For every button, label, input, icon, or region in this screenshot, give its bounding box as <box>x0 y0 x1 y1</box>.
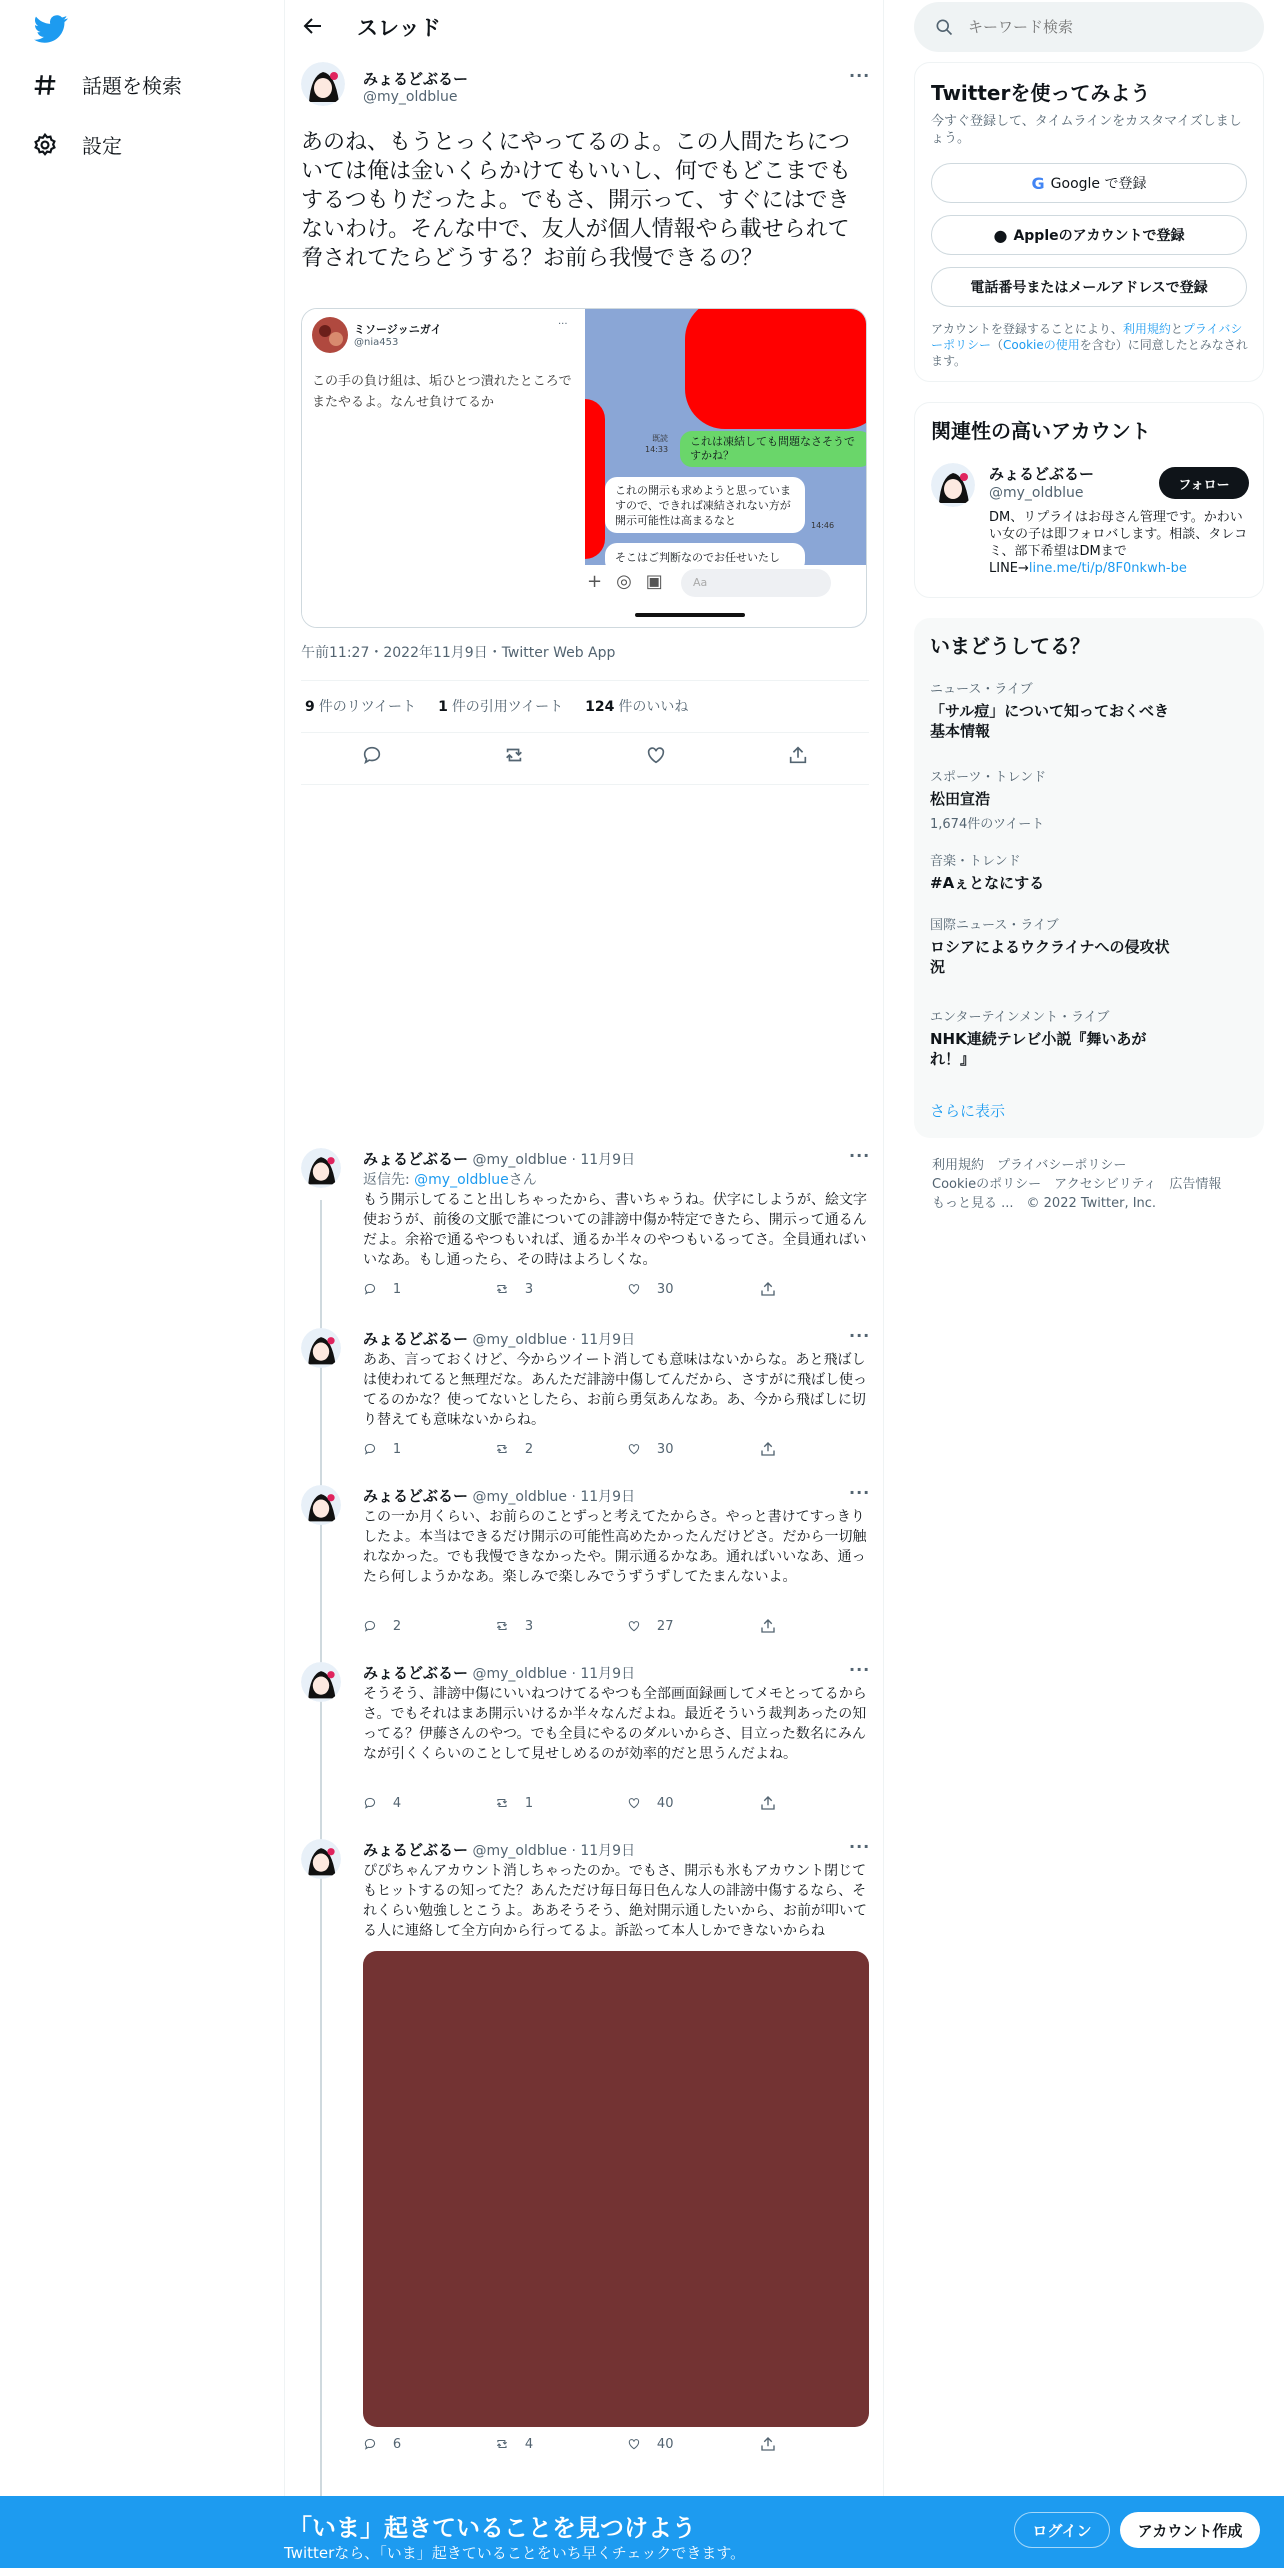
divider <box>301 732 869 733</box>
retweet-button[interactable]: 3 <box>495 1280 627 1298</box>
reply-action-bar <box>363 1617 793 1635</box>
related-accounts-panel <box>914 402 1264 598</box>
follow-button[interactable]: フォロー <box>1159 467 1249 499</box>
signup-title: Twitterを使ってみよう <box>931 81 1151 105</box>
avatar[interactable] <box>301 1662 341 1702</box>
retweet-count[interactable]: 9 件のリツイート <box>305 699 417 715</box>
more-icon[interactable]: ··· <box>849 1483 871 1502</box>
tweet-stats <box>305 696 688 716</box>
trend-item[interactable] <box>930 1006 1250 1069</box>
chat-screenshot-image <box>585 309 867 628</box>
chat-bubble-green: これは凍結しても問題なさそうですかね？ <box>680 431 867 467</box>
tweet-date[interactable]: 11月9日 <box>580 1489 636 1505</box>
share-icon <box>759 1440 777 1458</box>
retweet-icon[interactable] <box>503 744 525 766</box>
tweet-date[interactable]: 11月9日 <box>580 1152 636 1168</box>
search-input[interactable] <box>968 14 1248 40</box>
privacy-link[interactable]: プライバシーポリシー <box>931 322 1243 352</box>
retweet-icon <box>495 1794 509 1812</box>
reply-icon <box>363 2435 377 2453</box>
reply-button[interactable]: 6 <box>363 2435 495 2453</box>
like-button[interactable]: 40 <box>627 2435 759 2453</box>
prompt-subtitle: Twitterなら、「いま」起きていることをいち早くチェックできます。 <box>284 2544 746 2562</box>
author-handle[interactable]: @my_oldblue <box>363 89 458 105</box>
reply-icon <box>363 1617 377 1635</box>
trend-item[interactable] <box>930 766 1250 832</box>
signup-panel <box>914 62 1264 382</box>
left-nav <box>0 0 284 2568</box>
related-name[interactable]: みょるどぶるー <box>989 465 1095 483</box>
share-button[interactable] <box>759 1617 777 1635</box>
signup-button[interactable]: アカウント作成 <box>1120 2512 1260 2548</box>
tweet-date[interactable]: 11月9日 <box>580 1843 636 1859</box>
author-name[interactable]: みょるどぶるー <box>363 1664 469 1682</box>
prompt-title: 「いま」起きていることを見つけよう <box>288 2514 696 2542</box>
retweet-button[interactable]: 1 <box>495 1794 627 1812</box>
author-handle[interactable]: @my_oldblue <box>472 1489 567 1505</box>
reply-text: ぴぴちゃんアカウント消しちゃったのか。でもさ、開示も氷もアカウント閉じてもヒットするの知ってた？あんただけ毎日毎日色んな人の誹謗中傷するなら、それくらい勉強しとこうよ。ああそうそう、絶対開示通したいから、お前が叩いてる人に連絡して全方向から行ってるよ。訴訟って本人しかできないからね <box>363 1863 867 1939</box>
embedded-name: ミソージッニガイ <box>354 323 442 336</box>
reply-icon[interactable] <box>361 744 383 766</box>
trend-title: 松田宣浩 <box>930 790 991 808</box>
back-arrow-icon[interactable] <box>301 14 325 38</box>
share-button[interactable] <box>759 1440 777 1458</box>
trend-count: 1,674件のツイート <box>930 817 1045 832</box>
redaction-block <box>685 309 867 429</box>
search-box[interactable] <box>914 2 1264 52</box>
author-name[interactable]: みょるどぶるー <box>363 1487 469 1505</box>
reply-button[interactable]: 1 <box>363 1440 495 1458</box>
page-title: スレッド <box>357 16 441 40</box>
tweet-action-bar <box>301 744 869 766</box>
share-icon <box>759 1617 777 1635</box>
trend-category: スポーツ・トレンド <box>930 770 1047 785</box>
author-handle[interactable]: @my_oldblue <box>472 1666 567 1682</box>
like-count[interactable]: 124 件のいいね <box>585 699 689 715</box>
signup-sub: 今すぐ登録して、タイムラインをカスタマイズしましょう。 <box>931 114 1242 146</box>
trend-category: 国際ニュース・ライブ <box>930 918 1059 933</box>
like-icon <box>627 1440 641 1458</box>
reply-text: ああ、言っておくけど、今からツイート消しても意味はないからな。あと飛ばしは使われてると無理だな。あんただ誹謗中傷してんだから、さすがに飛ばし使ってるのかな？使ってないとしたら、お前ら勇気あんなあ。あ、今から飛ばしに切り替えても意味ないからね。 <box>363 1352 867 1428</box>
terms-link[interactable]: 利用規約 <box>1122 322 1171 336</box>
chat-time: 14:46 <box>811 521 835 530</box>
footer-line[interactable]: Cookieのポリシー アクセシビリティ 広告情報 <box>932 1177 1222 1192</box>
reply-header: みょるどぶるー @my_oldblue · 11月9日 <box>363 1664 636 1682</box>
avatar[interactable] <box>301 1148 341 1188</box>
nav-explore[interactable] <box>32 70 182 99</box>
show-more-link[interactable]: さらに表示 <box>930 1102 1006 1120</box>
like-button[interactable]: 40 <box>627 1794 759 1812</box>
author-name[interactable]: みょるどぶるー <box>363 70 469 88</box>
reply-to-link[interactable]: @my_oldblue <box>414 1172 509 1188</box>
avatar[interactable] <box>931 463 975 507</box>
reply-icon <box>363 1794 377 1812</box>
embedded-avatar <box>312 317 348 353</box>
like-icon <box>627 2435 641 2453</box>
avatar[interactable] <box>301 1328 341 1368</box>
share-button[interactable] <box>759 2435 777 2453</box>
reply-media-image[interactable] <box>363 1951 869 2427</box>
footer-line[interactable]: 利用規約 プライバシーポリシー <box>932 1158 1127 1173</box>
trend-category: エンターテインメント・ライブ <box>930 1010 1110 1025</box>
reply-button[interactable]: 4 <box>363 1794 495 1812</box>
nav-settings[interactable] <box>32 130 122 159</box>
share-icon[interactable] <box>787 744 809 766</box>
share-icon <box>759 1794 777 1812</box>
share-icon <box>759 2435 777 2453</box>
reply-icon <box>363 1440 377 1458</box>
divider <box>301 784 869 785</box>
related-title: 関連性の高いアカウント <box>931 419 1151 443</box>
like-button[interactable]: 30 <box>627 1440 759 1458</box>
phone-signup-button[interactable]: 電話番号またはメールアドレスで登録 <box>931 267 1247 307</box>
nav-explore-label: 話題を検索 <box>82 74 182 98</box>
login-prompt-bar <box>0 2496 1284 2568</box>
author-name[interactable]: みょるどぶるー <box>363 1330 469 1348</box>
retweet-button[interactable]: 3 <box>495 1617 627 1635</box>
embedded-handle: @nia453 <box>354 337 399 348</box>
author-handle[interactable]: @my_oldblue <box>472 1332 567 1348</box>
author-handle[interactable]: @my_oldblue <box>472 1152 567 1168</box>
related-handle[interactable]: @my_oldblue <box>989 485 1084 501</box>
retweet-button[interactable]: 4 <box>495 2435 627 2453</box>
trends-title: いまどうしてる？ <box>930 634 1090 658</box>
reply-icon <box>363 1280 377 1298</box>
embedded-tweet-image <box>302 309 585 628</box>
author-name[interactable]: みょるどぶるー <box>363 1841 469 1859</box>
thread-header <box>285 0 885 53</box>
avatar[interactable] <box>301 1839 341 1879</box>
trend-title: #Aぇとなにする <box>930 874 1045 892</box>
trend-category: ニュース・ライブ <box>930 682 1033 697</box>
like-icon[interactable] <box>645 744 667 766</box>
trend-title: 「サル痘」について知っておくべき基本情報 <box>930 702 1169 740</box>
chat-input-icons: +◎▣ <box>587 571 677 592</box>
chat-bubble-white: これの開示も求めようと思っていますので、できれば凍結されない方が開示可能性は高まるなと <box>605 477 805 533</box>
reply-action-bar <box>363 1280 793 1298</box>
chat-bubble-white: そこはご判断なのでお任せいたし <box>605 543 805 573</box>
thread-column <box>284 0 884 2568</box>
share-button[interactable] <box>759 1280 777 1298</box>
hashtag-icon <box>32 72 58 98</box>
chat-read-time: 既読 14:33 <box>645 434 669 454</box>
avatar[interactable] <box>301 62 345 106</box>
reply-button[interactable]: 2 <box>363 1617 495 1635</box>
reply-text: もう開示してること出しちゃったから、書いちゃうね。伏字にしようが、絵文字使おうが、前後の文脈で誰についての誹謗中傷か特定できたら、開示って通るんだよ。余裕で通るやつもいれば、通るか半々のやつもいるってさ。全員通ればいいなあ。もし通ったら、その時はよろしくな。 <box>363 1192 867 1268</box>
like-icon <box>627 1280 641 1298</box>
share-icon <box>759 1280 777 1298</box>
divider <box>301 680 869 681</box>
like-button[interactable]: 30 <box>627 1280 759 1298</box>
reply-action-bar <box>363 2435 793 2453</box>
more-icon[interactable]: ··· <box>849 1326 871 1345</box>
gear-icon <box>32 132 58 158</box>
like-button[interactable]: 27 <box>627 1617 759 1635</box>
login-button[interactable]: ログイン <box>1014 2512 1110 2548</box>
trend-item[interactable] <box>930 914 1250 977</box>
retweet-button[interactable]: 2 <box>495 1440 627 1458</box>
like-icon <box>627 1617 641 1635</box>
reply-to-line: 返信先: @my_oldblueさん <box>363 1172 537 1188</box>
trend-item[interactable] <box>930 850 1250 893</box>
tweet-text: あのね、もうとっくにやってるのよ。この人間たちについては俺は金いくらかけてもいいし、何でもどこまでもするつもりだったよ。でもさ、開示って、すぐにはできないわけ。そんな中で、友人が個人情報やら載せられて脅されてたらどうする？お前ら我慢できるの？ <box>301 130 852 271</box>
more-icon[interactable]: ··· <box>849 1660 871 1679</box>
tweet-media-screenshot[interactable] <box>301 308 867 628</box>
chat-input: Aa <box>681 569 831 597</box>
reply-header: みょるどぶるー @my_oldblue · 11月9日 <box>363 1487 636 1505</box>
more-icon[interactable]: ··· <box>849 1837 871 1856</box>
retweet-icon <box>495 1440 509 1458</box>
nav-settings-label: 設定 <box>82 134 122 158</box>
search-icon <box>934 17 954 37</box>
trend-category: 音楽・トレンド <box>930 854 1021 869</box>
reply-text: この一か月くらい、お前らのことずっと考えてたからさ。やっと書けてすっきりしたよ。本当はできるだけ開示の可能性高めたかったんだけどさ。だから一切触れなかった。でも我慢できなかったや。開示通るかなあ。通ればいいなあ、通ったら何しようかなあ。楽しみで楽しみでうずうずしてたまんないよ。 <box>363 1509 867 1585</box>
reply-action-bar <box>363 1440 793 1458</box>
related-bio: DM、リプライはお母さん管理です。かわいい女の子は即フォロバします。相談、タレコミ、部下希望はDMまでLINE→line.me/ti/p/8F0nkwh-be <box>989 510 1248 576</box>
reply-text: そうそう、誹謗中傷にいいねつけてるやつも全部画面録画してメモとってるからさ。でもそれはまあ開示いけるか半々なんだよね。最近そういう裁判あったの知ってる？伊藤さんのやつ。でも全員にやるのダルいからさ、目立った数名にみんなが引くくらいのことして見せしめるのが効率的だと思うんだよね。 <box>363 1686 867 1762</box>
footer-line[interactable]: もっと見る ... © 2022 Twitter, Inc. <box>932 1196 1157 1211</box>
more-icon[interactable]: ··· <box>849 1146 871 1165</box>
trends-panel <box>914 618 1264 1138</box>
bio-link[interactable]: line.me/ti/p/8F0nkwh-be <box>1028 561 1187 576</box>
apple-signup-button[interactable]: ● Appleのアカウントで登録 <box>931 215 1247 255</box>
tweet-date[interactable]: 11月9日 <box>580 1666 636 1682</box>
like-icon <box>627 1794 641 1812</box>
embedded-more-icon: ··· <box>558 319 568 330</box>
trend-title: ロシアによるウクライナへの侵攻状況 <box>930 938 1170 976</box>
trend-title: NHK連続テレビ小説『舞いあがれ！』 <box>930 1030 1147 1068</box>
apple-icon: ● <box>993 225 1008 245</box>
embedded-text: この手の負け組は、垢ひとつ潰れたところでまたやるよ。なんせ負けてるか <box>312 374 572 410</box>
retweet-icon <box>495 1280 509 1298</box>
reply-header: みょるどぶるー @my_oldblue · 11月9日 <box>363 1330 636 1348</box>
footer-links <box>932 1156 1221 1213</box>
home-indicator <box>635 613 745 617</box>
cookie-link[interactable]: Cookieの使用 <box>1003 338 1080 352</box>
tweet-timestamp[interactable]: 午前11:27・2022年11月9日・Twitter Web App <box>301 645 616 661</box>
more-icon[interactable]: ··· <box>849 66 871 85</box>
share-button[interactable] <box>759 1794 777 1812</box>
google-signup-button[interactable]: G Google で登録 <box>931 163 1247 203</box>
chat-input-bar <box>585 565 867 628</box>
reply-action-bar <box>363 1794 793 1812</box>
signup-terms: アカウントを登録することにより、利用規約とプライバシーポリシー（Cookieの使用を含む）に同意したとみなされます。 <box>931 322 1248 368</box>
avatar[interactable] <box>301 1485 341 1525</box>
reply-header: みょるどぶるー @my_oldblue · 11月9日 <box>363 1150 636 1168</box>
quote-count[interactable]: 1 件の引用ツイート <box>438 699 564 715</box>
author-handle[interactable]: @my_oldblue <box>472 1843 567 1859</box>
reply-button[interactable]: 1 <box>363 1280 495 1298</box>
twitter-bird-icon[interactable] <box>32 12 70 46</box>
reply-header: みょるどぶるー @my_oldblue · 11月9日 <box>363 1841 636 1859</box>
retweet-icon <box>495 1617 509 1635</box>
redaction-block <box>585 399 605 559</box>
retweet-icon <box>495 2435 509 2453</box>
google-icon: G <box>1031 173 1045 193</box>
author-name[interactable]: みょるどぶるー <box>363 1150 469 1168</box>
tweet-date[interactable]: 11月9日 <box>580 1332 636 1348</box>
trend-item[interactable] <box>930 678 1250 741</box>
